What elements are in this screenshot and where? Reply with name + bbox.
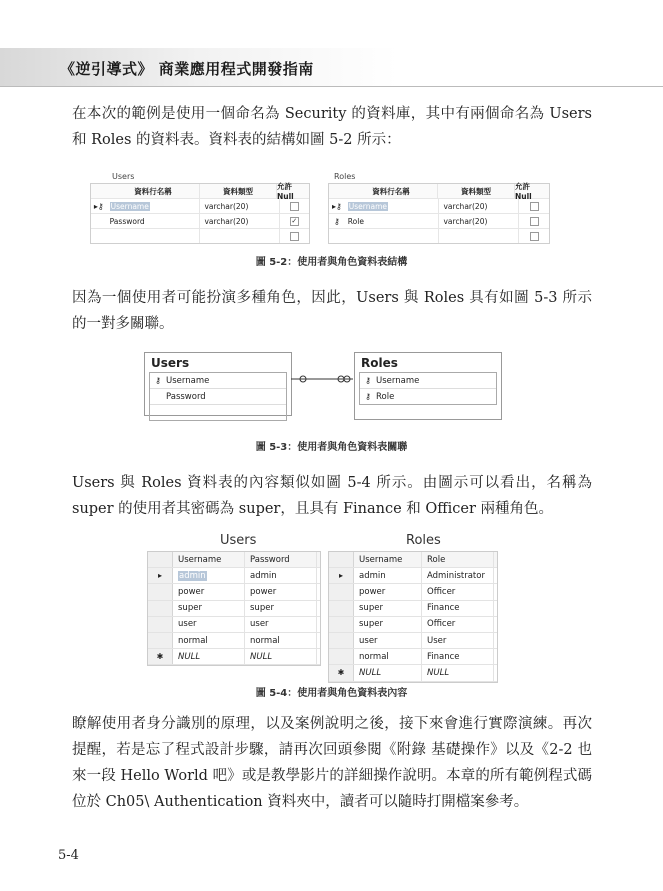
field-name: Username xyxy=(376,375,420,386)
new-row xyxy=(329,665,497,681)
column-name-cell xyxy=(345,214,440,228)
table-row xyxy=(329,199,549,214)
primary-key-icon: ▸⚷ xyxy=(93,201,104,211)
entity-field xyxy=(150,373,286,389)
fig2-users-grid xyxy=(90,183,310,244)
column-name: Username xyxy=(110,201,149,211)
allow-null-cell xyxy=(280,232,309,241)
paragraph-summary: 瞭解使用者身分識別的原理，以及案例說明之後，接下來會進行實際演練。再次提醒，若是忘了程式設計步驟，請再次回頭參閱《附錄 基礎操作》以及《2-2 也來一段 Hello World 吧》或是教學影片的詳細操作說明。本章的所有範例程式碼位於 Ch05\ Authentication 資料夾中，讀者可以隨時打開檔案參考。 xyxy=(72,716,592,810)
fig3-roles-title: Roles xyxy=(361,356,398,370)
column-header: Username xyxy=(354,552,422,567)
entity-field xyxy=(360,373,496,389)
entity-field xyxy=(150,389,286,405)
column-header: 資料行名稱 xyxy=(345,184,438,198)
data-cell: normal xyxy=(173,633,245,648)
entity-field xyxy=(360,389,496,404)
fig2-roles-grid xyxy=(328,183,550,244)
allow-null-checkbox xyxy=(530,217,539,226)
column-header: Password xyxy=(245,552,317,567)
fig3-roles-fields xyxy=(359,372,497,405)
row-selector xyxy=(148,601,173,616)
data-cell: Finance xyxy=(422,649,494,664)
data-type-cell xyxy=(439,229,519,243)
table-row xyxy=(329,617,497,633)
primary-key-icon: ⚷ xyxy=(333,216,340,226)
figure-5-2-caption: 圖 5-2：使用者與角色資料表結構 xyxy=(255,257,408,268)
table-row xyxy=(91,199,309,214)
new-row-indicator: ✱ xyxy=(148,649,173,664)
column-name-cell xyxy=(107,199,201,213)
current-row-indicator: ▸ xyxy=(148,568,173,583)
fig3-users-entity xyxy=(144,352,292,416)
data-cell: Officer xyxy=(422,617,494,632)
column-header: Role xyxy=(422,552,494,567)
table-row xyxy=(329,584,497,600)
data-cell: NULL xyxy=(422,665,494,680)
table-row xyxy=(148,633,320,649)
column-name: Password xyxy=(109,216,145,226)
data-type-cell: varchar(20) xyxy=(439,214,519,228)
data-cell: User xyxy=(422,633,494,648)
row-selector xyxy=(329,617,354,632)
fig3-roles-entity xyxy=(354,352,502,420)
column-name-cell xyxy=(107,229,201,243)
column-header: 資料類型 xyxy=(438,184,515,198)
column-header: 資料類型 xyxy=(200,184,277,198)
fig3-users-fields xyxy=(149,372,287,421)
paragraph-intro: 在本次的範例是使用一個命名為 Security 的資料庫，其中有兩個命名為 Users 和 Roles 的資料表。資料表的結構如圖 5-2 所示： xyxy=(72,106,592,148)
table-row xyxy=(329,568,497,584)
row-selector-header xyxy=(329,552,354,567)
allow-null-cell xyxy=(519,232,549,241)
data-cell: NULL xyxy=(173,649,245,664)
row-selector xyxy=(329,601,354,616)
row-selector xyxy=(329,633,354,648)
paragraph-relationship: 因為一個使用者可能扮演多種角色，因此，Users 與 Roles 具有如圖 5-3 所示的一對多關聯。 xyxy=(72,290,592,332)
data-cell: super xyxy=(173,601,245,616)
data-cell xyxy=(173,568,245,583)
header-divider xyxy=(0,86,663,87)
figure-5-3-caption: 圖 5-3：使用者與角色資料表關聯 xyxy=(255,442,408,453)
data-cell: power xyxy=(173,584,245,599)
row-selector xyxy=(329,584,354,599)
fig4-users-grid xyxy=(147,551,321,666)
table-row xyxy=(148,601,320,617)
fig3-relationship-line xyxy=(289,372,355,386)
table-row xyxy=(329,633,497,649)
column-header: 允許 Null xyxy=(515,182,532,201)
header-row xyxy=(329,552,497,568)
table-row xyxy=(148,584,320,600)
data-cell: admin xyxy=(245,568,317,583)
allow-null-checkbox xyxy=(530,202,539,211)
data-cell: normal xyxy=(245,633,317,648)
fig2-users-header-row xyxy=(91,184,309,199)
allow-null-cell xyxy=(519,202,549,211)
table-row xyxy=(329,214,549,229)
allow-null-checkbox: ✓ xyxy=(291,216,298,225)
data-cell: super xyxy=(245,601,317,616)
table-row xyxy=(329,229,549,243)
column-name: Username xyxy=(348,201,388,211)
fig4-roles-title: Roles xyxy=(406,533,441,548)
empty-field-row xyxy=(150,405,286,420)
primary-key-icon: ▸⚷ xyxy=(331,201,342,211)
data-type-cell: varchar(20) xyxy=(200,214,279,228)
allow-null-cell xyxy=(280,202,309,211)
key-icon: ⚷ xyxy=(365,392,371,401)
column-header: 允許 Null xyxy=(277,182,294,201)
fig2-users-schema xyxy=(90,172,310,244)
data-cell: super xyxy=(354,617,422,632)
row-selector xyxy=(148,617,173,632)
column-name-cell xyxy=(345,199,440,213)
new-row-indicator: ✱ xyxy=(329,665,354,680)
paragraph-content: Users 與 Roles 資料表的內容類似如圖 5-4 所示。由圖示可以看出，名稱為 super 的使用者其密碼為 super，且具有 Finance 和 Officer 兩種角色。 xyxy=(72,475,592,517)
row-selector xyxy=(329,649,354,664)
data-type-cell: varchar(20) xyxy=(200,199,279,213)
data-cell: Administrator xyxy=(422,568,494,583)
row-selector-header xyxy=(148,552,173,567)
column-name: Role xyxy=(347,216,364,226)
data-cell: user xyxy=(173,617,245,632)
allow-null-cell xyxy=(519,217,549,226)
data-type-cell: varchar(20) xyxy=(439,199,519,213)
data-cell: admin xyxy=(354,568,422,583)
data-cell: user xyxy=(245,617,317,632)
data-cell: Officer xyxy=(422,584,494,599)
fig4-roles-grid xyxy=(328,551,498,683)
data-cell: user xyxy=(354,633,422,648)
table-row xyxy=(148,568,320,584)
column-header: Username xyxy=(173,552,245,567)
page-number: 5-4 xyxy=(58,848,79,863)
data-cell: power xyxy=(245,584,317,599)
allow-null-checkbox xyxy=(290,202,299,211)
data-cell: NULL xyxy=(245,649,317,664)
fig2-users-table-name: Users xyxy=(112,172,135,181)
fig2-roles-header-row xyxy=(329,184,549,199)
table-row xyxy=(148,617,320,633)
header-row xyxy=(148,552,320,568)
cell-value: admin xyxy=(179,570,206,581)
fig2-roles-schema xyxy=(328,172,550,244)
allow-null-checkbox xyxy=(290,232,299,241)
data-type-cell xyxy=(200,229,279,243)
data-cell: super xyxy=(354,601,422,616)
data-cell: power xyxy=(354,584,422,599)
column-header: 資料行名稱 xyxy=(107,184,200,198)
current-row-indicator: ▸ xyxy=(329,568,354,583)
field-name: Password xyxy=(166,391,206,402)
new-row xyxy=(148,649,320,665)
column-name-cell xyxy=(345,229,440,243)
table-row xyxy=(329,601,497,617)
data-cell: normal xyxy=(354,649,422,664)
field-name: Username xyxy=(166,375,210,386)
fig4-users-title: Users xyxy=(220,533,257,548)
figure-5-4-caption: 圖 5-4：使用者與角色資料表內容 xyxy=(255,688,408,699)
fig3-users-title: Users xyxy=(151,356,190,370)
data-cell: NULL xyxy=(354,665,422,680)
allow-null-cell xyxy=(280,217,309,226)
key-icon: ⚷ xyxy=(155,376,161,385)
fig2-roles-table-name: Roles xyxy=(334,172,356,181)
data-cell: Finance xyxy=(422,601,494,616)
table-row xyxy=(329,649,497,665)
table-row xyxy=(91,214,309,229)
book-title: 《逆引導式》 商業應用程式開發指南 xyxy=(60,60,314,78)
key-icon: ⚷ xyxy=(365,376,371,385)
row-selector xyxy=(148,633,173,648)
row-selector xyxy=(148,584,173,599)
table-row xyxy=(91,229,309,243)
column-name-cell xyxy=(107,214,201,228)
allow-null-checkbox xyxy=(530,232,539,241)
field-name: Role xyxy=(376,391,395,402)
